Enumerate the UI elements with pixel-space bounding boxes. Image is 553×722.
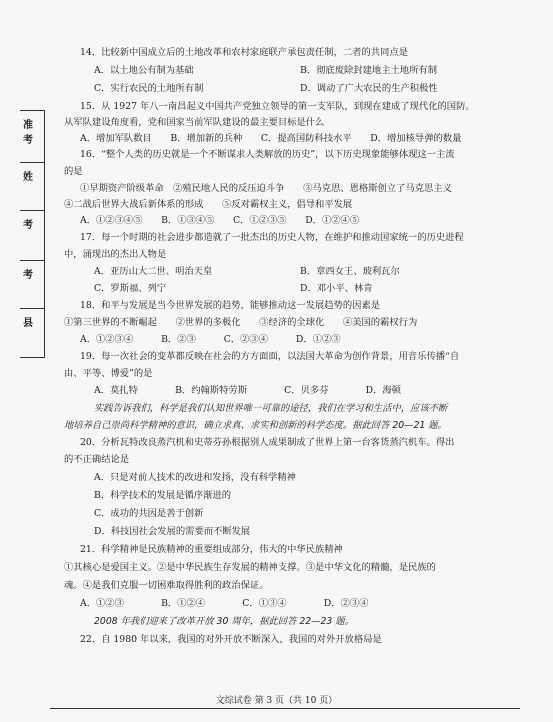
text-line: 从军队建设角度看，党和国家当前军队建设的最主要目标是什么 <box>64 117 325 128</box>
text-line: ④二战后世界大战后新体系的形成 ⑤反对霸权主义，倡导和平发展 <box>64 199 353 210</box>
name-label: 姓 <box>23 172 33 183</box>
text-line: 21．科学精神是民族精神的重要组成部分，伟大的中华民族精神 <box>80 544 343 555</box>
text-line: C．实行农民的土地所有制 <box>94 83 204 94</box>
text-line: 由、平等、博爱”的是 <box>64 368 153 379</box>
text-line: A．增加军队数目 B．增加新的兵种 C．提高国防科技水平 D．增加核导弹的数量 <box>80 133 462 144</box>
text-line: 22．自 1980 年以来，我国的对外开放不断深入，我国的对外开放格局是 <box>80 634 382 645</box>
footer-rule <box>50 708 520 709</box>
exam-label-2: 考 <box>23 270 33 281</box>
text-line: C．罗斯福、列宁 <box>94 283 167 294</box>
text-line: 20．分析瓦特改良蒸汽机和史蒂芬孙根据别人成果制成了世界上第一台客货蒸汽机车。得出 <box>80 437 455 448</box>
text-line: D．邓小平、林肯 <box>300 283 373 294</box>
text-line: A．①②③④ B．②③ C．②③④ D．①②③ <box>80 334 341 345</box>
text-line: 2008 年我们迎来了改革开放 30 周年，据此回答 22—23 题。 <box>94 616 354 627</box>
text-line: 15．从 1927 年八一南昌起义中国共产党独立领导的第一支军队，到现在建成了现代化的国防。 <box>80 101 475 112</box>
text-line: A．①②③ B．①②④ C．①③④ D．②③④ <box>80 598 369 609</box>
text-line: 14．比较新中国成立后的土地改革和农村家庭联产承包责任制，二者的共同点是 <box>80 47 408 58</box>
text-line: B．彻底废除封建地主土地所有制 <box>300 65 437 76</box>
page-footer: 文综试卷 第 3 页（共 10 页） <box>215 696 338 706</box>
binding-margin <box>20 110 45 358</box>
text-line: ①早期资产阶级革命 ②殖民地人民的反压迫斗争 ③马克思、恩格斯创立了马克思主义 <box>80 183 452 194</box>
text-line: ①第三世界的不断崛起 ②世界的多极化 ③经济的全球化 ④美国的霸权行为 <box>64 317 418 328</box>
text-line: 魂。④是我们克服一切困难取得胜利的政治保证。 <box>64 580 269 591</box>
text-line: D．科技因社会发展的需要而不断发展 <box>94 526 251 537</box>
text-line: A．只是对前人技术的改进和发扬，没有科学精神 <box>94 472 296 483</box>
text-line: ①其核心是爱国主义。②是中华民族生存发展的精神支撑。③是中华文化的精髓，是民族的 <box>64 562 436 573</box>
text-line: A．亚历山大二世、明治天皇 <box>94 266 213 277</box>
text-line: D．调动了广大农民的生产积极性 <box>300 83 438 94</box>
text-line: C．成功的共因是善于创新 <box>94 508 204 519</box>
text-line: A．以土地公有制为基础 <box>94 65 194 76</box>
exam-label: 考 <box>23 220 33 231</box>
text-line: A．①②③④⑤ B．①③④⑤ C．①②③⑤ D．①②④⑤ <box>80 215 360 226</box>
text-line: 的是 <box>64 166 83 177</box>
text-line: 地培养自己崇尚科学精神的意识，确立求真、求实和创新的科学态度。据此回答 20—21 题。 <box>64 420 447 431</box>
text-line: 19．每一次社会的变革都反映在社会的方方面面，以法国大革命为创作背景，用音乐传播“自 <box>80 351 460 362</box>
text-line: 实践告诉我们，科学是我们认知世界唯一可靠的途径，我们在学习和生活中，应该不断 <box>94 403 448 414</box>
text-line: B．章西女王、玻利瓦尔 <box>300 266 400 277</box>
text-line: B．科学技术的发展是循序渐进的 <box>94 490 231 501</box>
text-line: 18．和平与发展是当今世界发展的趋势，能够推动这一发展趋势的因素是 <box>80 300 381 311</box>
text-line: 的不正确结论是 <box>64 454 130 465</box>
text-line: 16．“整个人类的历史就是一个不断谋求人类解放的历史”，以下历史现象能够体现这一主流 <box>80 149 455 160</box>
text-line: A．莫扎特 B．约翰斯特劳斯 C．贝多芬 D．海顿 <box>94 385 402 396</box>
text-line: 中，涌现出的杰出人物是 <box>64 249 167 260</box>
county-label: 县 <box>23 318 33 329</box>
exam-number-label: 准 考 <box>23 120 33 146</box>
text-line: 17．每一个时期的社会进步都造就了一批杰出的历史人物，在维护和推动国家统一的历史进程 <box>80 232 464 243</box>
